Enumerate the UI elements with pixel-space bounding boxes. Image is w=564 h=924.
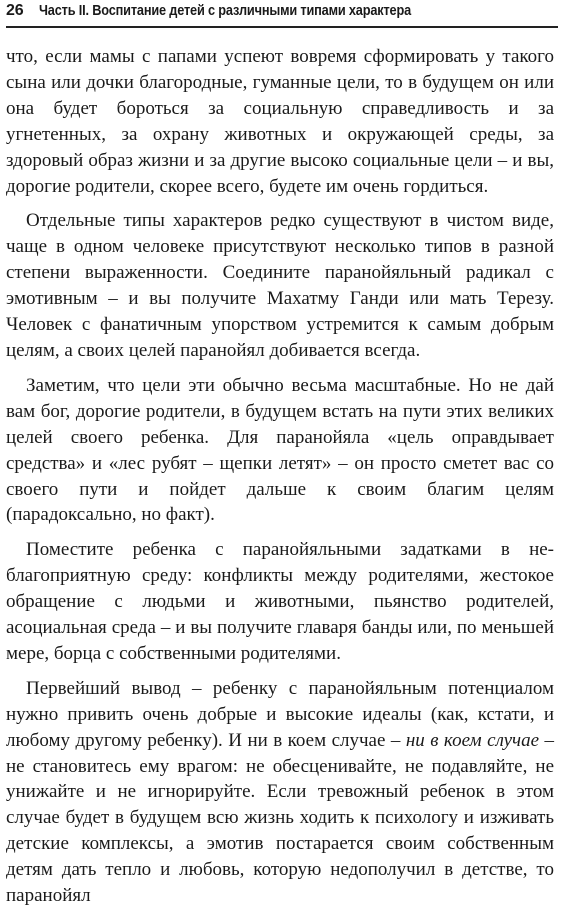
paragraph-1: что, если мамы с папами успеют вовремя сформировать у такого сына или дочки благородные, гуманные цели, то в будущем он или она будет бороться за социальную справедливость и за угнетенных, за охрану животных и окружающей среды, за здоровый образ жизни и за другие высоко социальные цели – и вы, дорогие родители, скорее всего, будете им очень гордиться. — [6, 46, 554, 197]
body-text — [6, 44, 554, 909]
paragraph-5-text-end: – не становитесь ему врагом: не обесценивайте, не подавляйте, не унижайте и не игнорируйте. Если тревожный ребенок в этом случае будет в будущем всю жизнь ходить к психологу и изживать детские комплексы, а эмотив постарается своим собственным детям дать тепло и любовь, которую недополучил в детстве, то паранойял — [6, 729, 555, 907]
paragraph-5 — [6, 676, 554, 909]
paragraph-3: Заметим, что цели эти обычно весьма масштабные. Но не дай вам бог, дорогие родители, в будущем встать на пути этих великих целей своего ребенка. Для паранойяла «цель оправдывает средства» и «лес рубят – щепки летят» – он просто сметет вас со своего пути и пойдет дальше к своим благим целям (парадоксально, но факт). — [6, 374, 554, 526]
running-header — [6, 2, 558, 32]
paragraph-5-emphasis: ни в коем случае — [405, 729, 540, 751]
running-title: Часть II. Воспитание детей с различными типами характера — [39, 3, 412, 19]
paragraph-4: Поместите ребенка с паранойяльными задатками в неблагоприятную среду: конфликты между родителями, жестокое обращение с людьми и животными, пьянство родителей, асоциальная среда – и вы получите главаря банды или, по меньшей мере, борца с собственными родителями. — [6, 539, 554, 664]
paragraph-5-text-start: Первейший вывод – ребенку с паранойяльным потенциалом нужно привить очень добрые и высокие идеалы (как, кстати, и любому другому ребенку). И ни в коем случае – — [6, 677, 554, 751]
paragraph-2: Отдельные типы характеров редко существуют в чистом виде, чаще в одном человеке присутствуют несколько типов в разной степени выраженности. Соедините паранойяльный радикал с эмотивным – и вы получите Махатму Ганди или мать Терезу. Человек с фанатичным упорством устремится к самым добрым целям, а своих целей паранойял добивается всегда. — [6, 210, 554, 361]
page-number: 26 — [6, 2, 24, 19]
header-divider — [6, 26, 558, 28]
